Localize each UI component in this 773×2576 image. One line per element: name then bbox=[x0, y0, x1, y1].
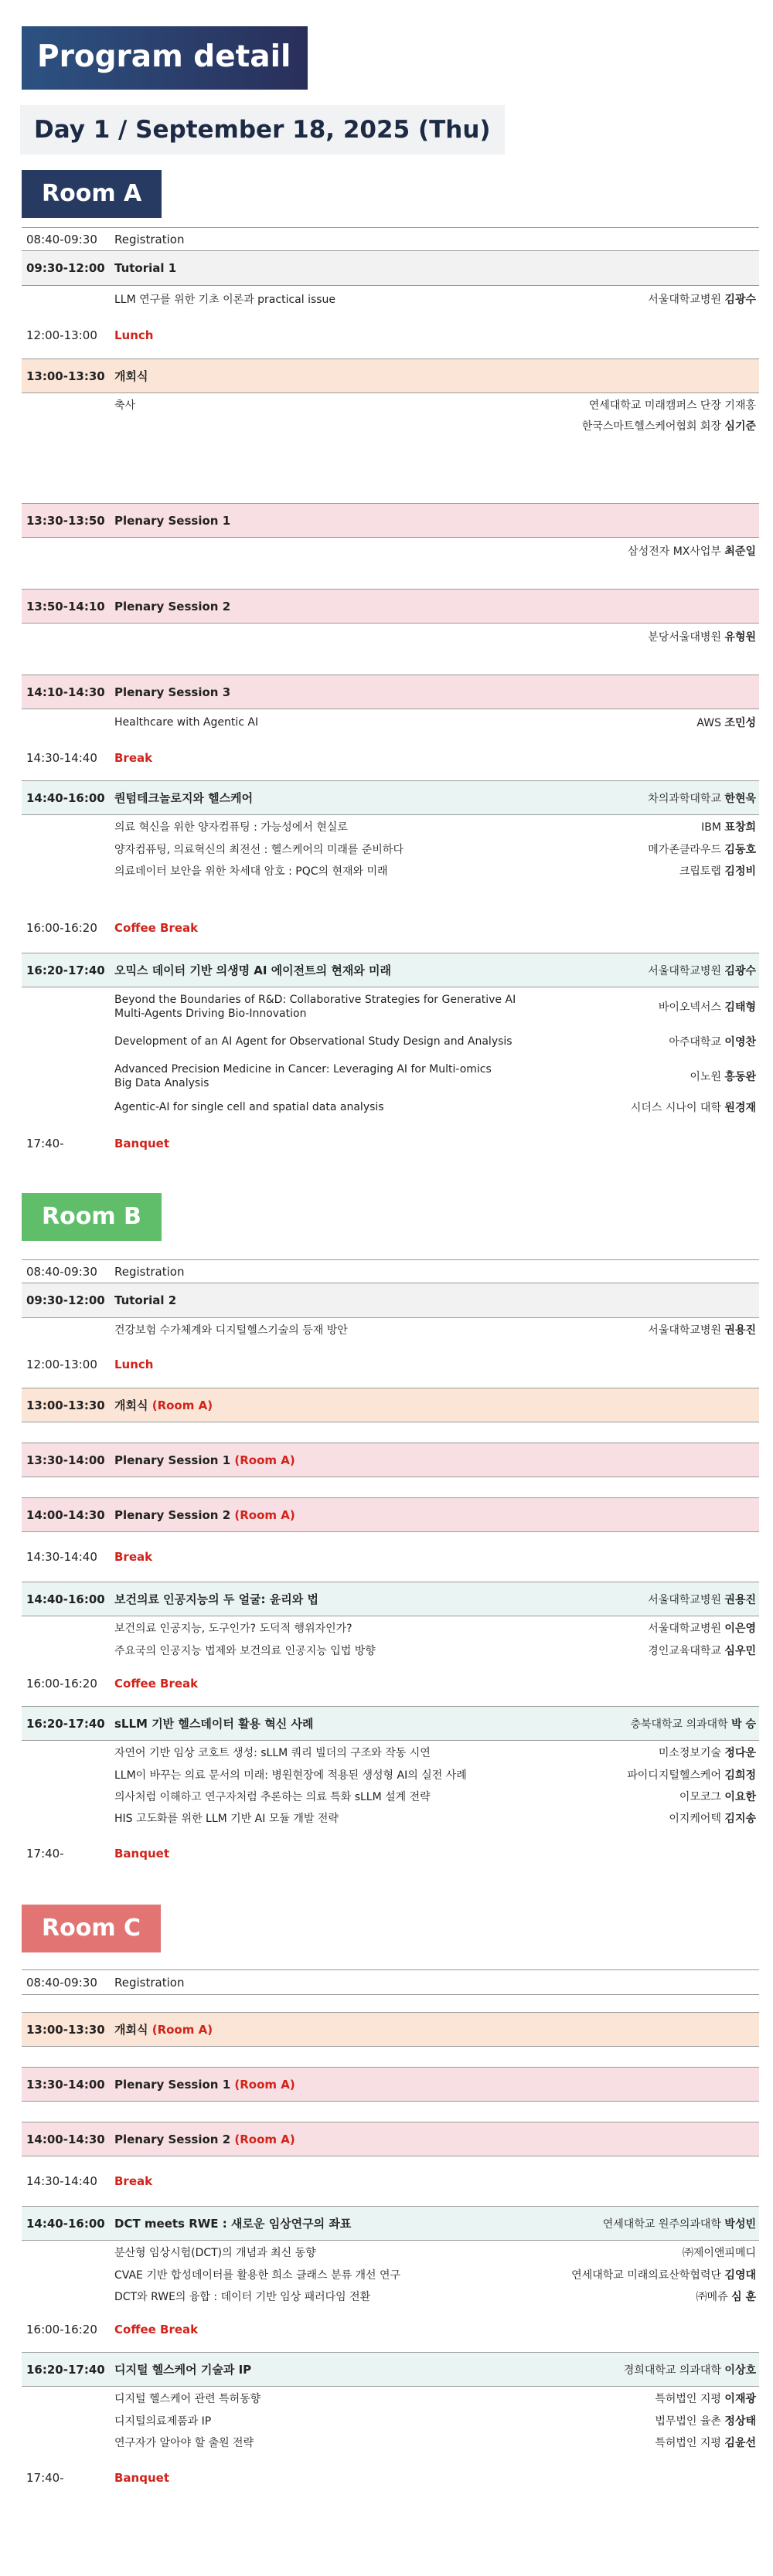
time-slot: 14:40-16:00 bbox=[26, 1592, 105, 1606]
program-title: Plenary Session 1 (Room A) bbox=[114, 1453, 295, 1467]
schedule-row bbox=[22, 1497, 759, 1532]
time-slot: 16:00-16:20 bbox=[26, 1677, 97, 1691]
schedule-row bbox=[22, 589, 759, 624]
speaker: 미소정보기술 정다운 bbox=[658, 1747, 756, 1759]
time-slot: 16:20-17:40 bbox=[26, 1716, 105, 1731]
time-slot: 14:30-14:40 bbox=[26, 2174, 97, 2188]
time-slot: 13:00-13:30 bbox=[26, 1398, 105, 1412]
schedule-row bbox=[22, 2453, 759, 2503]
program-title: 오믹스 데이터 기반 의생명 AI 에이전트의 현재와 미래 bbox=[114, 963, 392, 977]
time-slot: 14:30-14:40 bbox=[26, 751, 97, 765]
time-slot: 14:40-16:00 bbox=[26, 2216, 105, 2231]
program-title: 개회식 (Room A) bbox=[114, 1398, 213, 1412]
talk-title: 보건의료 인공지능, 도구인가? 도덕적 행위자인가? bbox=[114, 1623, 352, 1635]
program-title: Lunch bbox=[114, 1358, 154, 1371]
speaker: 법무법인 율촌 정상태 bbox=[655, 2415, 756, 2428]
talk-title: Development of an AI Agent for Observational Study Design and Analysis bbox=[114, 1035, 512, 1048]
talk-title: DCT와 RWE의 융합 : 데이터 기반 임상 패러다임 전환 bbox=[114, 2291, 371, 2303]
schedule-row bbox=[22, 1829, 759, 1878]
speaker: 분당서울대병원 유형원 bbox=[648, 631, 756, 644]
talk-row bbox=[22, 838, 759, 860]
talk-row bbox=[22, 1616, 759, 1640]
time-slot: 17:40- bbox=[26, 1847, 64, 1861]
time-slot: 12:00-13:00 bbox=[26, 328, 97, 342]
schedule-row bbox=[22, 780, 759, 815]
schedule-row bbox=[22, 1532, 759, 1582]
talk-row bbox=[22, 2432, 759, 2453]
schedule-row bbox=[22, 1582, 759, 1616]
talk-row bbox=[22, 987, 759, 1026]
speaker: IBM 표창희 bbox=[701, 821, 756, 834]
speaker: ㈜제이앤피메디 bbox=[682, 2247, 756, 2259]
chair: 서울대학교병원 김광수 bbox=[648, 964, 756, 977]
talk-row bbox=[22, 1786, 759, 1807]
talk-row bbox=[22, 2264, 759, 2285]
program-title: Coffee Break bbox=[114, 921, 199, 935]
program-title: Plenary Session 2 (Room A) bbox=[114, 1507, 295, 1522]
talk-title: 양자컴퓨팅, 의료혁신의 최전선 : 헬스케어의 미래를 준비하다 bbox=[114, 844, 404, 856]
program-title: Banquet bbox=[114, 1137, 169, 1150]
program-title: Plenary Session 2 bbox=[114, 599, 231, 613]
speaker: 한국스마트헬스케어협회 회장 심기준 bbox=[581, 420, 756, 433]
talk-row bbox=[22, 860, 759, 882]
chair: 차의과학대학교 한현욱 bbox=[648, 792, 756, 805]
program-title: Tutorial 1 bbox=[114, 261, 177, 275]
schedule-row bbox=[22, 2352, 759, 2387]
chair: 경희대학교 의과대학 이상호 bbox=[623, 2364, 756, 2377]
talk-row bbox=[22, 1318, 759, 1341]
time-slot: 16:00-16:20 bbox=[26, 921, 97, 935]
talk-row bbox=[22, 393, 759, 416]
schedule-row bbox=[22, 2307, 759, 2352]
speaker: 이지케어텍 김지송 bbox=[669, 1813, 756, 1825]
time-slot: 08:40-09:30 bbox=[26, 1975, 97, 1990]
talk-row bbox=[22, 1807, 759, 1829]
speaker: 이노원 홍동완 bbox=[690, 1071, 756, 1083]
talk-title: 연구자가 알아야 할 출원 전략 bbox=[114, 2437, 254, 2449]
speaker: 특허법인 지평 이재광 bbox=[655, 2393, 756, 2405]
speaker: 경인교육대학교 심우민 bbox=[648, 1645, 756, 1657]
time-slot: 08:40-09:30 bbox=[26, 1264, 97, 1279]
time-slot: 16:20-17:40 bbox=[26, 2362, 105, 2377]
time-slot: 16:00-16:20 bbox=[26, 2323, 97, 2336]
program-title: Plenary Session 2 (Room A) bbox=[114, 2132, 295, 2146]
talk-title: 주요국의 인공지능 법제와 보건의료 인공지능 입법 방향 bbox=[114, 1645, 376, 1657]
program-title: Registration bbox=[114, 1264, 185, 1279]
program-title: Registration bbox=[114, 1975, 185, 1990]
talk-title: 분산형 임상시험(DCT)의 개념과 최신 동향 bbox=[114, 2247, 316, 2259]
talk-row bbox=[22, 624, 759, 650]
talk-row bbox=[22, 2410, 759, 2432]
program-title: sLLM 기반 헬스데이터 활용 혁신 사례 bbox=[114, 1717, 314, 1731]
schedule-row bbox=[22, 1388, 759, 1422]
talk-row bbox=[22, 1764, 759, 1786]
schedule-row bbox=[22, 675, 759, 709]
speaker: 파이디지털헬스케어 김희정 bbox=[627, 1769, 756, 1782]
schedule-row bbox=[22, 1260, 759, 1283]
program-title: Plenary Session 1 bbox=[114, 513, 231, 528]
schedule-row bbox=[22, 882, 759, 953]
talk-title: Advanced Precision Medicine in Cancer: Leveraging AI for Multi-omics Big Data Analysis bbox=[114, 1063, 492, 1089]
speaker: ㈜메쥬 심 훈 bbox=[696, 2291, 756, 2303]
time-slot: 09:30-12:00 bbox=[26, 261, 105, 275]
schedule-row bbox=[22, 312, 759, 359]
program-title: Lunch bbox=[114, 328, 154, 342]
talk-row bbox=[22, 538, 759, 564]
time-slot: 13:30-14:00 bbox=[26, 2077, 105, 2092]
program-title: DCT meets RWE : 새로운 임상연구의 좌표 bbox=[114, 2217, 352, 2231]
schedule-row bbox=[22, 251, 759, 286]
schedule-row bbox=[22, 953, 759, 987]
program-title: Break bbox=[114, 751, 153, 765]
speaker: 이모코그 이요한 bbox=[679, 1791, 756, 1803]
program-title: Banquet bbox=[114, 2471, 169, 2485]
talk-title: 의사처럼 이해하고 연구자처럼 추론하는 의료 특화 sLLM 설계 전략 bbox=[114, 1791, 431, 1803]
schedule-row bbox=[22, 1119, 759, 1168]
speaker: 연세대학교 미래의료산학협력단 김영대 bbox=[571, 2269, 756, 2282]
chair: 충북대학교 의과대학 박 승 bbox=[630, 1718, 756, 1731]
chair: 서울대학교병원 권용진 bbox=[648, 1593, 756, 1606]
program-title: 개회식 (Room A) bbox=[114, 2023, 213, 2037]
speaker: 삼성전자 MX사업부 최준일 bbox=[628, 545, 756, 558]
room-a-schedule bbox=[22, 227, 759, 1168]
talk-row bbox=[22, 1741, 759, 1764]
time-slot: 13:30-14:00 bbox=[26, 1453, 105, 1467]
room-b-schedule bbox=[22, 1259, 759, 1878]
program-title: Coffee Break bbox=[114, 1677, 199, 1691]
room-a-label: Room A bbox=[22, 170, 162, 218]
talk-title: Agentic-AI for single cell and spatial data analysis bbox=[114, 1101, 384, 1113]
time-slot: 14:40-16:00 bbox=[26, 790, 105, 805]
schedule-row bbox=[22, 1443, 759, 1477]
schedule-row bbox=[22, 2156, 759, 2206]
schedule-row bbox=[22, 2012, 759, 2047]
page-title: Program detail bbox=[22, 26, 308, 90]
talk-row bbox=[22, 2285, 759, 2307]
schedule-row bbox=[22, 1341, 759, 1388]
talk-title: Beyond the Boundaries of R&D: Collaborative Strategies for Generative AI Multi-Agents Driving Bio-Innovation bbox=[114, 994, 516, 1020]
talk-title: 의료데이터 보안을 위한 차세대 암호 : PQC의 현재와 미래 bbox=[114, 865, 388, 878]
day-heading: Day 1 / September 18, 2025 (Thu) bbox=[20, 105, 505, 155]
program-title: Banquet bbox=[114, 1847, 169, 1861]
program-title: 개회식 bbox=[114, 369, 148, 383]
program-title: 디지털 헬스케어 기술과 IP bbox=[114, 2363, 252, 2377]
schedule-row bbox=[22, 228, 759, 251]
program-title: Coffee Break bbox=[114, 2323, 199, 2336]
speaker: 서울대학교병원 권용진 bbox=[648, 1324, 756, 1337]
talk-row bbox=[22, 416, 759, 435]
time-slot: 14:00-14:30 bbox=[26, 1507, 105, 1522]
time-slot: 12:00-13:00 bbox=[26, 1358, 97, 1371]
talk-row bbox=[22, 1057, 759, 1096]
schedule-row bbox=[22, 1970, 759, 1995]
speaker: 메가존클라우드 김동호 bbox=[648, 844, 756, 856]
talk-row bbox=[22, 2387, 759, 2410]
talk-row bbox=[22, 2241, 759, 2264]
speaker: 아주대학교 이영찬 bbox=[669, 1036, 756, 1048]
talk-title: 건강보험 수가체계와 디지털헬스기술의 등재 방안 bbox=[114, 1324, 348, 1337]
program-title: 퀀텀테크놀로지와 헬스케어 bbox=[114, 791, 254, 805]
time-slot: 13:00-13:30 bbox=[26, 369, 105, 383]
time-slot: 08:40-09:30 bbox=[26, 232, 97, 246]
schedule-row bbox=[22, 1661, 759, 1706]
speaker: 연세대학교 미래캠퍼스 단장 기재홍 bbox=[588, 399, 756, 412]
schedule-row bbox=[22, 2067, 759, 2102]
program-title: Registration bbox=[114, 232, 185, 246]
talk-title: 의료 혁신을 위한 양자컴퓨팅 : 가능성에서 현실로 bbox=[114, 821, 348, 834]
talk-row bbox=[22, 815, 759, 838]
talk-row bbox=[22, 1096, 759, 1119]
speaker: AWS 조민성 bbox=[696, 717, 756, 729]
talk-row bbox=[22, 286, 759, 312]
speaker: 서울대학교병원 이은영 bbox=[648, 1623, 756, 1635]
speaker: 특허법인 지평 김윤선 bbox=[655, 2437, 756, 2449]
chair: 연세대학교 원주의과대학 박성빈 bbox=[602, 2217, 756, 2231]
program-title: 보건의료 인공지능의 두 얼굴: 윤리와 법 bbox=[114, 1592, 318, 1606]
program-title: Break bbox=[114, 2174, 153, 2188]
schedule-row bbox=[22, 503, 759, 538]
program-title: Tutorial 2 bbox=[114, 1293, 177, 1307]
talk-title: HIS 고도화를 위한 LLM 기반 AI 모듈 개발 전략 bbox=[114, 1813, 339, 1825]
schedule-row bbox=[22, 1706, 759, 1741]
talk-row bbox=[22, 1640, 759, 1661]
time-slot: 14:00-14:30 bbox=[26, 2132, 105, 2146]
talk-title: LLM이 바꾸는 의료 문서의 미래: 병원현장에 적용된 생성형 AI의 실전 사례 bbox=[114, 1769, 467, 1782]
speaker: 시더스 시나이 대학 원경재 bbox=[630, 1102, 756, 1114]
room-c-schedule bbox=[22, 1969, 759, 2503]
talk-row bbox=[22, 1026, 759, 1057]
talk-title: 자연어 기반 임상 코호트 생성: sLLM 쿼리 빌더의 구조와 작동 시연 bbox=[114, 1747, 431, 1759]
time-slot: 13:30-13:50 bbox=[26, 513, 105, 528]
talk-title: 디지털 헬스케어 관련 특허동향 bbox=[114, 2393, 261, 2405]
talk-title: CVAE 기반 합성데이터를 활용한 희소 클래스 분류 개선 연구 bbox=[114, 2269, 401, 2282]
time-slot: 13:00-13:30 bbox=[26, 2022, 105, 2037]
time-slot: 17:40- bbox=[26, 1137, 64, 1150]
schedule-row bbox=[22, 736, 759, 780]
time-slot: 13:50-14:10 bbox=[26, 599, 105, 613]
time-slot: 14:30-14:40 bbox=[26, 1550, 97, 1564]
time-slot: 17:40- bbox=[26, 2471, 64, 2485]
talk-title: 디지털의료제품과 IP bbox=[114, 2415, 212, 2428]
room-c-label: Room C bbox=[22, 1905, 161, 1952]
program-title: Plenary Session 3 bbox=[114, 685, 231, 699]
speaker: 크립토랩 김정비 bbox=[679, 865, 756, 878]
schedule-row bbox=[22, 1283, 759, 1318]
program-title: Break bbox=[114, 1550, 153, 1564]
talk-title: LLM 연구를 위한 기초 이론과 practical issue bbox=[114, 294, 336, 306]
talk-title: Healthcare with Agentic AI bbox=[114, 716, 259, 729]
talk-title: 축사 bbox=[114, 399, 136, 412]
program-title: Plenary Session 1 (Room A) bbox=[114, 2077, 295, 2092]
room-b-label: Room B bbox=[22, 1193, 162, 1241]
schedule-row bbox=[22, 359, 759, 393]
schedule-row bbox=[22, 2122, 759, 2156]
speaker: 바이오넥서스 김태형 bbox=[658, 1001, 756, 1014]
time-slot: 09:30-12:00 bbox=[26, 1293, 105, 1307]
time-slot: 16:20-17:40 bbox=[26, 963, 105, 977]
schedule-row bbox=[22, 2206, 759, 2241]
talk-row bbox=[22, 709, 759, 736]
time-slot: 14:10-14:30 bbox=[26, 685, 105, 699]
speaker: 서울대학교병원 김광수 bbox=[648, 294, 756, 306]
